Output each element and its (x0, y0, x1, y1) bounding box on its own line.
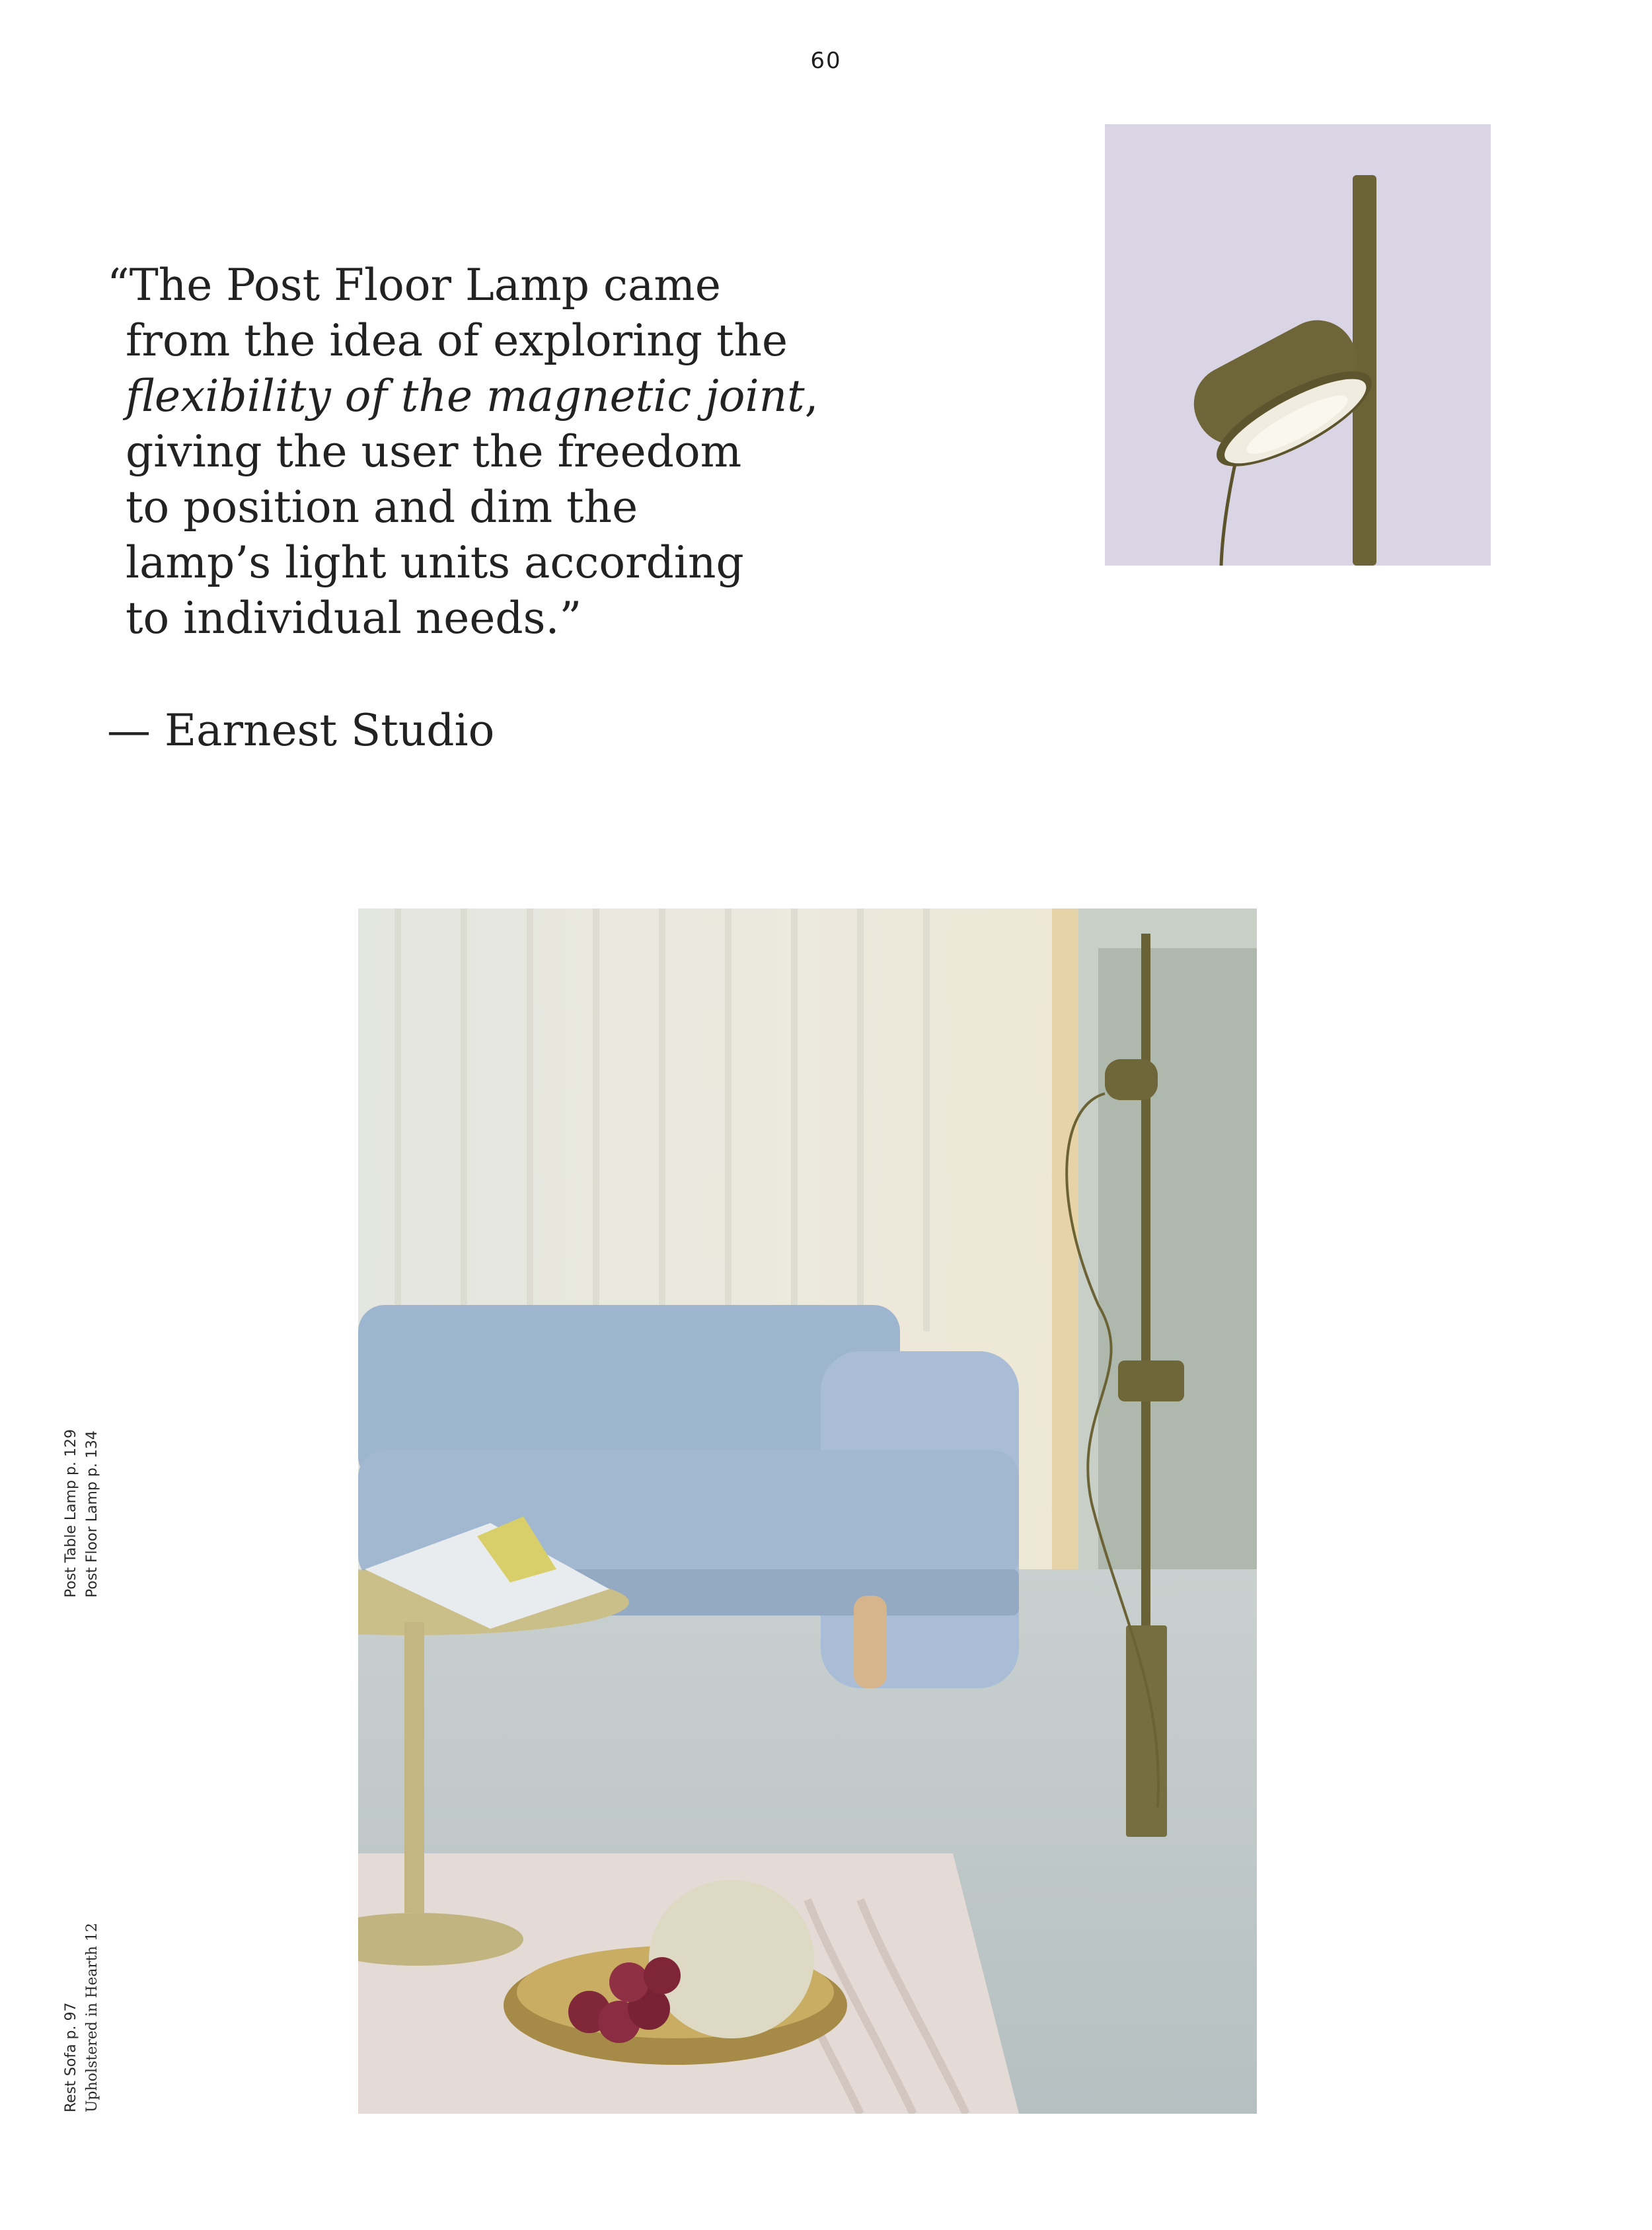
page-number: 60 (810, 48, 842, 74)
living-room-photo (358, 909, 1257, 2114)
pull-quote (107, 258, 819, 646)
quote-line-7: to individual needs.” (126, 593, 582, 644)
quote-line-5: to position and dim the (126, 482, 638, 533)
quote-emphasis: flexibility of the magnetic joint (126, 371, 805, 422)
quote-line-3 (107, 369, 819, 424)
caption-lamps (61, 1429, 103, 1598)
caption-sofa-line-1: Rest Sofa p. 97 (63, 2002, 79, 2112)
quote-line-3-tail: , (804, 371, 819, 422)
quote-line-4: giving the user the freedom (126, 426, 742, 477)
caption-lamps-line-1: Post Table Lamp p. 129 (63, 1429, 79, 1598)
lamp-product-photo (1105, 124, 1491, 566)
quote-line-6: lamp’s light units according (126, 537, 744, 588)
quote-attribution: — Earnest Studio (107, 705, 495, 756)
caption-sofa-line-2: Upholstered in Hearth 12 (84, 1923, 100, 2112)
caption-sofa (61, 1923, 103, 2112)
quote-line-1: “The Post Floor Lamp came (107, 260, 721, 311)
caption-lamps-line-2: Post Floor Lamp p. 134 (84, 1431, 100, 1598)
quote-line-2: from the idea of exploring the (126, 315, 788, 366)
